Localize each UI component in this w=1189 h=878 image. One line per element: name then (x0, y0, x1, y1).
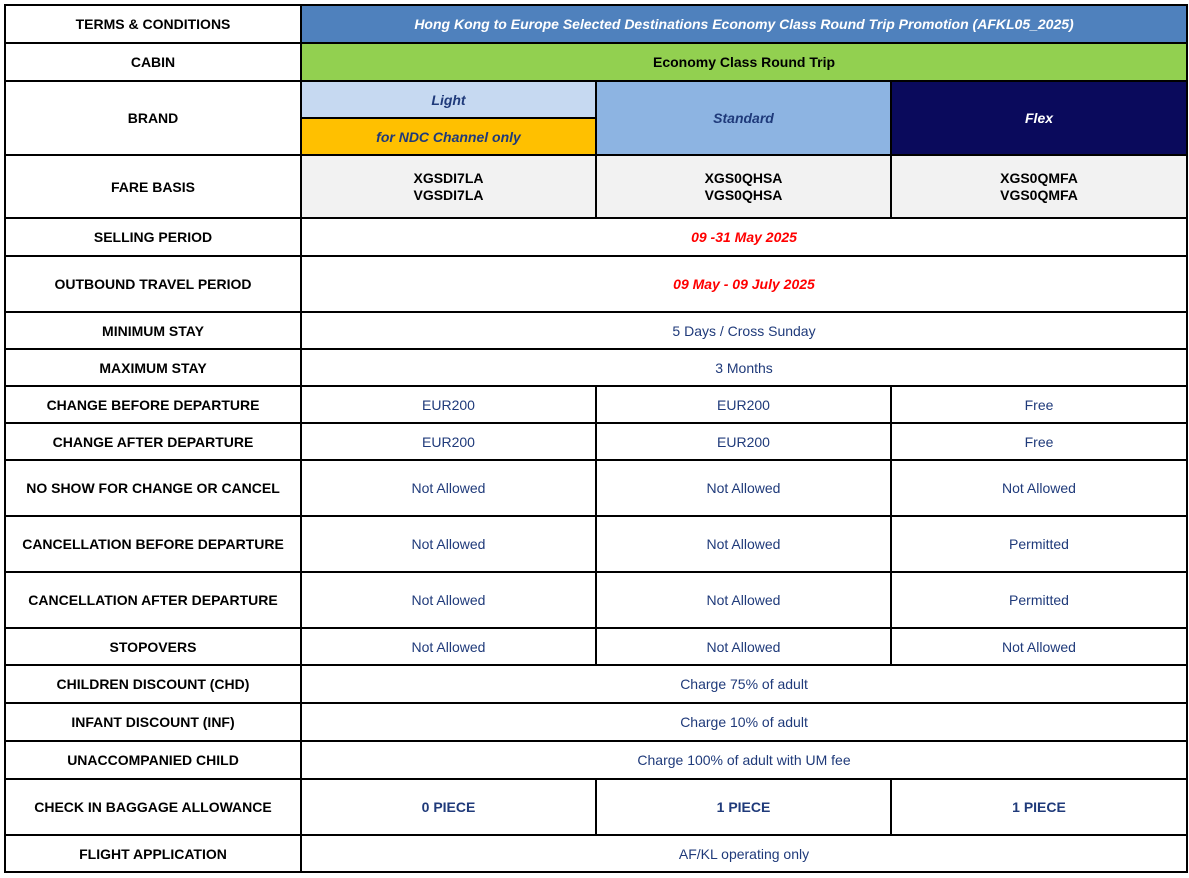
row-min-stay (5, 312, 1187, 349)
cancel-after-label: CANCELLATION AFTER DEPARTURE (5, 572, 301, 628)
brand-light-ndc-note: for NDC Channel only (301, 118, 596, 155)
change-after-label: CHANGE AFTER DEPARTURE (5, 423, 301, 460)
no-show-label: NO SHOW FOR CHANGE OR CANCEL (5, 460, 301, 516)
infant-label: INFANT DISCOUNT (INF) (5, 703, 301, 741)
row-selling-period (5, 218, 1187, 256)
row-outbound-travel (5, 256, 1187, 312)
cancel-before-flex: Permitted (891, 516, 1187, 572)
flight-application-label: FLIGHT APPLICATION (5, 835, 301, 872)
outbound-travel-value: 09 May - 09 July 2025 (301, 256, 1187, 312)
terms-label: TERMS & CONDITIONS (5, 5, 301, 43)
change-before-light: EUR200 (301, 386, 596, 423)
row-change-after (5, 423, 1187, 460)
fare-basis-flex (891, 155, 1187, 218)
fare-conditions-table (4, 4, 1188, 873)
brand-light: Light (301, 81, 596, 118)
brand-flex: Flex (891, 81, 1187, 155)
baggage-flex: 1 PIECE (891, 779, 1187, 835)
infant-value: Charge 10% of adult (301, 703, 1187, 741)
selling-period-label: SELLING PERIOD (5, 218, 301, 256)
unaccompanied-value: Charge 100% of adult with UM fee (301, 741, 1187, 779)
row-children (5, 665, 1187, 703)
cancel-before-label: CANCELLATION BEFORE DEPARTURE (5, 516, 301, 572)
promotion-title: Hong Kong to Europe Selected Destinations Economy Class Round Trip Promotion (AFKL05_2025) (301, 5, 1187, 43)
row-fare-basis (5, 155, 1187, 218)
row-unaccompanied (5, 741, 1187, 779)
stopovers-flex: Not Allowed (891, 628, 1187, 665)
min-stay-value: 5 Days / Cross Sunday (301, 312, 1187, 349)
children-label: CHILDREN DISCOUNT (CHD) (5, 665, 301, 703)
change-after-light: EUR200 (301, 423, 596, 460)
change-before-label: CHANGE BEFORE DEPARTURE (5, 386, 301, 423)
row-no-show (5, 460, 1187, 516)
no-show-light: Not Allowed (301, 460, 596, 516)
row-cancel-before (5, 516, 1187, 572)
row-flight-application (5, 835, 1187, 872)
brand-label: BRAND (5, 81, 301, 155)
flight-application-value: AF/KL operating only (301, 835, 1187, 872)
row-infant (5, 703, 1187, 741)
fare-basis-code: XGSDI7LA (413, 169, 484, 186)
fare-basis-light (301, 155, 596, 218)
cancel-after-flex: Permitted (891, 572, 1187, 628)
fare-basis-code: VGS0QMFA (1000, 186, 1078, 203)
baggage-light: 0 PIECE (301, 779, 596, 835)
cancel-before-standard: Not Allowed (596, 516, 891, 572)
baggage-label: CHECK IN BAGGAGE ALLOWANCE (5, 779, 301, 835)
min-stay-label: MINIMUM STAY (5, 312, 301, 349)
row-stopovers (5, 628, 1187, 665)
no-show-flex: Not Allowed (891, 460, 1187, 516)
row-baggage (5, 779, 1187, 835)
row-change-before (5, 386, 1187, 423)
row-cancel-after (5, 572, 1187, 628)
stopovers-standard: Not Allowed (596, 628, 891, 665)
change-after-standard: EUR200 (596, 423, 891, 460)
row-cabin (5, 43, 1187, 81)
unaccompanied-label: UNACCOMPANIED CHILD (5, 741, 301, 779)
cancel-after-light: Not Allowed (301, 572, 596, 628)
stopovers-light: Not Allowed (301, 628, 596, 665)
cabin-label: CABIN (5, 43, 301, 81)
max-stay-label: MAXIMUM STAY (5, 349, 301, 386)
baggage-standard: 1 PIECE (596, 779, 891, 835)
change-after-flex: Free (891, 423, 1187, 460)
outbound-travel-label: OUTBOUND TRAVEL PERIOD (5, 256, 301, 312)
fare-basis-code: XGS0QMFA (1000, 169, 1078, 186)
cabin-value: Economy Class Round Trip (301, 43, 1187, 81)
fare-basis-code: XGS0QHSA (704, 169, 783, 186)
fare-basis-code: VGSDI7LA (413, 186, 484, 203)
stopovers-label: STOPOVERS (5, 628, 301, 665)
brand-standard: Standard (596, 81, 891, 155)
change-before-flex: Free (891, 386, 1187, 423)
no-show-standard: Not Allowed (596, 460, 891, 516)
children-value: Charge 75% of adult (301, 665, 1187, 703)
fare-basis-label: FARE BASIS (5, 155, 301, 218)
selling-period-value: 09 -31 May 2025 (301, 218, 1187, 256)
change-before-standard: EUR200 (596, 386, 891, 423)
cancel-after-standard: Not Allowed (596, 572, 891, 628)
row-terms (5, 5, 1187, 43)
fare-basis-code: VGS0QHSA (704, 186, 783, 203)
row-max-stay (5, 349, 1187, 386)
cancel-before-light: Not Allowed (301, 516, 596, 572)
row-brand-top (5, 81, 1187, 118)
max-stay-value: 3 Months (301, 349, 1187, 386)
fare-basis-standard (596, 155, 891, 218)
